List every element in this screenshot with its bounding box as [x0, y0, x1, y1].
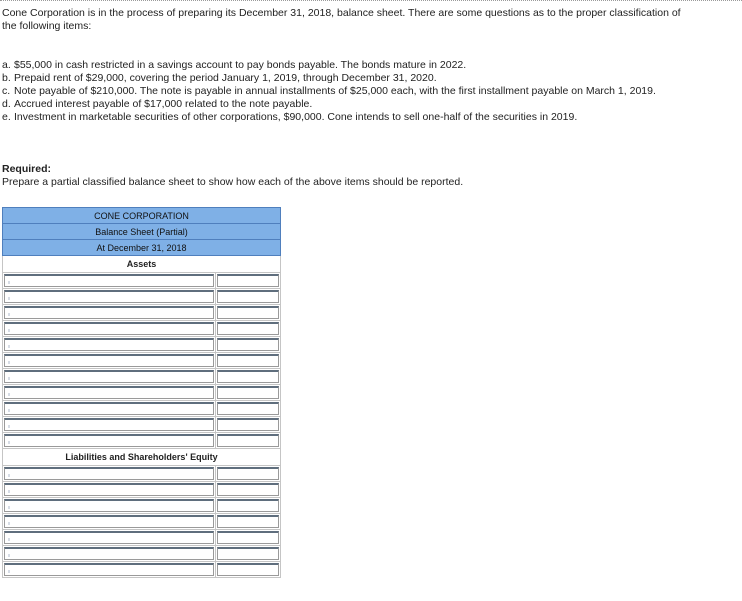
account-cell — [3, 337, 216, 353]
account-input[interactable] — [4, 322, 214, 335]
table-row — [3, 273, 281, 289]
amount-cell — [216, 466, 281, 482]
account-cell — [3, 482, 216, 498]
account-cell — [3, 353, 216, 369]
amount-input[interactable] — [217, 290, 279, 303]
account-input[interactable] — [4, 386, 214, 399]
account-input[interactable] — [4, 467, 214, 480]
account-input[interactable] — [4, 434, 214, 447]
dropdown-marker-icon — [8, 297, 10, 300]
table-row — [3, 498, 281, 514]
list-item: d. Accrued interest payable of $17,000 related to the note payable. — [2, 98, 313, 110]
account-cell — [3, 514, 216, 530]
dropdown-marker-icon — [8, 329, 10, 332]
account-cell — [3, 369, 216, 385]
account-cell — [3, 466, 216, 482]
amount-cell — [216, 417, 281, 433]
amount-input[interactable] — [217, 306, 279, 319]
dropdown-marker-icon — [8, 506, 10, 509]
amount-cell — [216, 482, 281, 498]
account-cell — [3, 385, 216, 401]
table-row — [3, 546, 281, 562]
table-row — [3, 353, 281, 369]
amount-input[interactable] — [217, 354, 279, 367]
balance-sheet-table — [2, 207, 281, 578]
amount-input[interactable] — [217, 547, 279, 560]
account-input[interactable] — [4, 354, 214, 367]
table-row — [3, 530, 281, 546]
dropdown-marker-icon — [8, 345, 10, 348]
account-input[interactable] — [4, 563, 214, 576]
table-row — [3, 417, 281, 433]
account-input[interactable] — [4, 531, 214, 544]
table-row — [3, 466, 281, 482]
account-cell — [3, 305, 216, 321]
amount-input[interactable] — [217, 402, 279, 415]
amount-input[interactable] — [217, 322, 279, 335]
amount-input[interactable] — [217, 386, 279, 399]
account-input[interactable] — [4, 547, 214, 560]
dropdown-marker-icon — [8, 393, 10, 396]
amount-cell — [216, 273, 281, 289]
account-cell — [3, 401, 216, 417]
account-cell — [3, 562, 216, 578]
list-item: a. $55,000 in cash restricted in a savings account to pay bonds payable. The bonds mature in 2022. — [2, 59, 467, 71]
account-input[interactable] — [4, 306, 214, 319]
company-name: CONE CORPORATION — [3, 208, 281, 224]
list-item: e. Investment in marketable securities of other corporations, $90,000. Cone intends to sell one-half of the securities in 2019. — [2, 111, 578, 123]
amount-cell — [216, 321, 281, 337]
amount-input[interactable] — [217, 467, 279, 480]
required-section — [2, 163, 463, 189]
account-input[interactable] — [4, 338, 214, 351]
amount-cell — [216, 337, 281, 353]
table-row — [3, 289, 281, 305]
amount-input[interactable] — [217, 563, 279, 576]
account-input[interactable] — [4, 418, 214, 431]
dropdown-marker-icon — [8, 441, 10, 444]
amount-cell — [216, 305, 281, 321]
account-cell — [3, 321, 216, 337]
top-divider — [0, 0, 742, 1]
account-input[interactable] — [4, 290, 214, 303]
amount-input[interactable] — [217, 483, 279, 496]
account-input[interactable] — [4, 274, 214, 287]
dropdown-marker-icon — [8, 409, 10, 412]
amount-input[interactable] — [217, 274, 279, 287]
amount-cell — [216, 433, 281, 449]
dropdown-marker-icon — [8, 490, 10, 493]
dropdown-marker-icon — [8, 361, 10, 364]
required-text: Prepare a partial classified balance sheet to show how each of the above items should be reported. — [2, 176, 464, 188]
table-row — [3, 482, 281, 498]
items-list — [2, 59, 717, 124]
amount-cell — [216, 385, 281, 401]
list-item: b. Prepaid rent of $29,000, covering the period January 1, 2019, through December 31, 2020. — [2, 72, 437, 84]
amount-cell — [216, 353, 281, 369]
account-input[interactable] — [4, 370, 214, 383]
problem-intro: Cone Corporation is in the process of preparing its December 31, 2018, balance sheet. There are some questions as to the proper classification of the following items: — [2, 7, 681, 32]
account-cell — [3, 530, 216, 546]
amount-cell — [216, 546, 281, 562]
dropdown-marker-icon — [8, 522, 10, 525]
assets-heading: Assets — [3, 256, 281, 273]
table-row — [3, 401, 281, 417]
table-row — [3, 385, 281, 401]
account-cell — [3, 546, 216, 562]
dropdown-marker-icon — [8, 281, 10, 284]
account-cell — [3, 417, 216, 433]
account-input[interactable] — [4, 402, 214, 415]
table-row — [3, 321, 281, 337]
amount-input[interactable] — [217, 499, 279, 512]
dropdown-marker-icon — [8, 377, 10, 380]
statement-title: Balance Sheet (Partial) — [3, 224, 281, 240]
amount-cell — [216, 498, 281, 514]
amount-cell — [216, 369, 281, 385]
table-row — [3, 433, 281, 449]
account-input[interactable] — [4, 483, 214, 496]
dropdown-marker-icon — [8, 570, 10, 573]
list-item: c. Note payable of $210,000. The note is payable in annual installments of $25,000 each, with the first installment payable on March 1, 2019. — [2, 85, 656, 97]
statement-date: At December 31, 2018 — [3, 240, 281, 256]
dropdown-marker-icon — [8, 474, 10, 477]
dropdown-marker-icon — [8, 425, 10, 428]
required-heading: Required: — [2, 163, 52, 175]
amount-input[interactable] — [217, 515, 279, 528]
amount-cell — [216, 562, 281, 578]
amount-cell — [216, 289, 281, 305]
amount-input[interactable] — [217, 370, 279, 383]
dropdown-marker-icon — [8, 554, 10, 557]
table-row — [3, 369, 281, 385]
account-cell — [3, 273, 216, 289]
table-row — [3, 305, 281, 321]
amount-input[interactable] — [217, 531, 279, 544]
amount-input[interactable] — [217, 418, 279, 431]
account-cell — [3, 498, 216, 514]
account-input[interactable] — [4, 515, 214, 528]
table-row — [3, 514, 281, 530]
amount-input[interactable] — [217, 434, 279, 447]
account-cell — [3, 433, 216, 449]
table-row — [3, 562, 281, 578]
dropdown-marker-icon — [8, 313, 10, 316]
account-input[interactable] — [4, 499, 214, 512]
liabilities-heading: Liabilities and Shareholders' Equity — [3, 449, 281, 466]
amount-input[interactable] — [217, 338, 279, 351]
table-row — [3, 337, 281, 353]
account-cell — [3, 289, 216, 305]
amount-cell — [216, 514, 281, 530]
amount-cell — [216, 530, 281, 546]
dropdown-marker-icon — [8, 538, 10, 541]
amount-cell — [216, 401, 281, 417]
